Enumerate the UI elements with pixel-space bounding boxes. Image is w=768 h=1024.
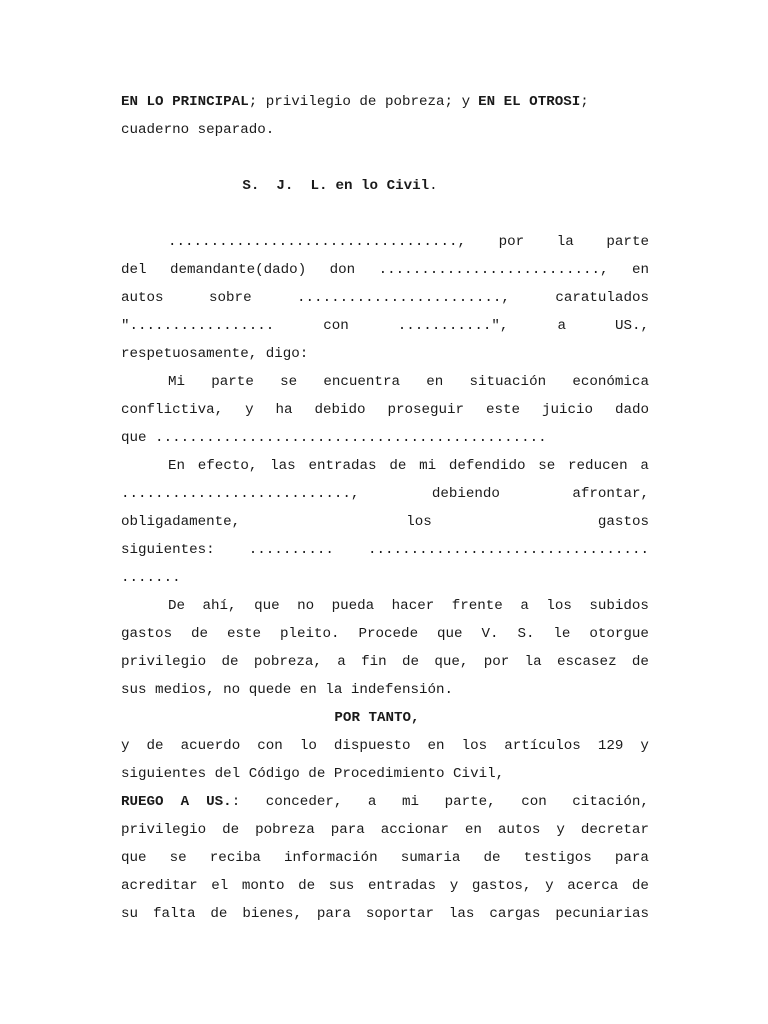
word: entradas <box>367 878 437 894</box>
word: de <box>191 626 209 642</box>
word: demandante(dado) <box>169 262 307 278</box>
word: económica <box>572 374 649 390</box>
word: soportar <box>365 906 434 922</box>
court-title <box>121 172 649 200</box>
word: y <box>545 878 554 894</box>
word: hacer <box>391 598 435 614</box>
document-page <box>121 88 649 928</box>
word: S. <box>517 626 535 642</box>
word: sus <box>328 878 355 894</box>
word: escasez <box>556 654 617 670</box>
word: conflictiva, <box>121 402 224 418</box>
word: otorgue <box>589 626 649 642</box>
para3-line <box>121 536 649 564</box>
ruego-line <box>121 844 649 872</box>
word: de <box>210 906 228 922</box>
ruego-line <box>121 900 649 928</box>
word: a <box>520 598 529 614</box>
otrosi-end: ; <box>580 94 589 110</box>
word: decretar <box>580 822 649 838</box>
document-summary-line-1 <box>121 88 649 116</box>
document-summary-line-2: cuaderno separado. <box>121 122 275 138</box>
word: US., <box>614 318 649 334</box>
word: De <box>168 598 186 614</box>
word: accionar <box>380 822 449 838</box>
word: defendido <box>448 458 526 474</box>
para4-line <box>121 648 649 676</box>
word: las <box>448 906 475 922</box>
word: por <box>483 654 510 670</box>
word: ........................, <box>297 290 510 306</box>
word: citación, <box>572 794 649 810</box>
word: fin <box>361 654 387 670</box>
word: situación <box>469 374 547 390</box>
word: y <box>449 878 459 894</box>
word: monto <box>241 878 285 894</box>
word: ...........", <box>397 318 509 334</box>
para2-line: que .............................................. <box>121 430 547 446</box>
word: mi <box>401 794 420 810</box>
word: 129 <box>597 738 624 754</box>
ruego-label: RUEGO A US. <box>121 794 232 810</box>
word: cargas <box>489 906 541 922</box>
word: subidos <box>589 598 649 614</box>
word: que, <box>434 654 469 670</box>
word: sobre <box>209 290 252 306</box>
para4-line <box>121 592 649 620</box>
word: pobreza, <box>253 654 322 670</box>
word: con <box>521 794 547 810</box>
word: su <box>121 906 139 922</box>
word: autos <box>497 822 541 838</box>
word: .......... <box>248 542 334 558</box>
word: de <box>222 822 240 838</box>
word: lo <box>299 738 317 754</box>
word: artículos <box>504 738 581 754</box>
word: sumaria <box>400 850 461 866</box>
word: bienes, <box>242 906 302 922</box>
word: de <box>221 654 239 670</box>
word: siguientes: <box>121 542 215 558</box>
word: .................................., <box>168 234 466 250</box>
word: juicio <box>541 402 594 418</box>
otrosi-label: EN EL OTROSI <box>478 94 581 110</box>
word: de <box>146 738 164 754</box>
para1-line <box>121 312 649 340</box>
ruego-label-wrap: RUEGO A US.: <box>121 794 241 810</box>
word: de <box>631 654 649 670</box>
word: obligadamente, <box>121 514 241 530</box>
word: no <box>297 598 315 614</box>
word: ................................. <box>368 542 649 558</box>
word: testigos <box>523 850 592 866</box>
word: con <box>257 738 283 754</box>
para2-line <box>121 368 649 396</box>
word: pecuniarias <box>555 906 649 922</box>
word: para <box>614 850 649 866</box>
word: se <box>280 374 298 390</box>
word: mi <box>419 458 437 474</box>
word: con <box>323 318 349 334</box>
word: Procede <box>358 626 419 642</box>
para1-line <box>121 284 649 312</box>
word: este <box>226 626 262 642</box>
ruego-line <box>121 872 649 900</box>
word: encuentra <box>323 374 400 390</box>
word: gastos, <box>471 878 532 894</box>
word: gastos <box>597 514 649 530</box>
word: en <box>426 374 444 390</box>
word: Mi <box>168 374 186 390</box>
word: que <box>437 626 463 642</box>
ruego-line-1 <box>121 788 649 816</box>
para5-line <box>121 732 649 760</box>
word: parte <box>211 374 254 390</box>
word: V. <box>481 626 499 642</box>
word: se <box>169 850 187 866</box>
word: a <box>337 654 346 670</box>
word: por <box>498 234 525 250</box>
word: falta <box>152 906 196 922</box>
word: y <box>121 738 130 754</box>
word: ..........................., <box>121 486 360 502</box>
word: para <box>330 822 365 838</box>
para1-line <box>121 256 649 284</box>
word: de <box>483 850 501 866</box>
para4-line <box>121 620 649 648</box>
word: privilegio <box>121 822 207 838</box>
word: caratulados <box>555 290 649 306</box>
word: autos <box>121 290 164 306</box>
word: entradas <box>308 458 377 474</box>
court-title-end: . <box>429 178 438 194</box>
word: la <box>556 234 574 250</box>
word: don <box>329 262 356 278</box>
word: de <box>298 878 316 894</box>
word: dado <box>614 402 649 418</box>
word: frente <box>451 598 503 614</box>
word: a <box>640 458 649 474</box>
para1-line <box>121 228 649 256</box>
court-title-suffix: en lo Civil <box>335 178 430 194</box>
word: "................. <box>121 318 275 334</box>
word: para <box>316 906 351 922</box>
para3-line: ....... <box>121 570 181 586</box>
principal-text: ; privilegio de pobreza; y <box>248 94 471 110</box>
word: los <box>406 514 432 530</box>
word: pobreza <box>255 822 315 838</box>
word: de <box>402 654 420 670</box>
word: conceder, <box>265 794 343 810</box>
word: este <box>485 402 521 418</box>
word: pueda <box>331 598 375 614</box>
para3-line <box>121 480 649 508</box>
por-tanto-heading: POR TANTO, <box>334 710 420 726</box>
para3-line <box>121 508 649 536</box>
word: privilegio <box>121 654 207 670</box>
word: del <box>121 262 147 278</box>
word: los <box>546 598 572 614</box>
word: parte <box>606 234 649 250</box>
word: le <box>553 626 571 642</box>
word: el <box>211 878 229 894</box>
word: en <box>464 822 482 838</box>
para1-line: respetuosamente, digo: <box>121 346 309 362</box>
word: y <box>556 822 565 838</box>
word: En <box>168 458 186 474</box>
ruego-line <box>121 816 649 844</box>
word: las <box>270 458 296 474</box>
para4-line: sus medios, no quede en la indefensión. <box>121 682 454 698</box>
word: de <box>631 878 649 894</box>
para5-line: siguientes del Código de Procedimiento Civil, <box>121 766 505 782</box>
word: debido <box>314 402 366 418</box>
para2-line <box>121 396 649 424</box>
word: y <box>640 738 649 754</box>
word: ahí, <box>202 598 237 614</box>
word: y <box>245 402 254 418</box>
word: información <box>284 850 378 866</box>
word: acerca <box>567 878 619 894</box>
word: se <box>538 458 556 474</box>
word: .........................., <box>378 262 609 278</box>
court-title-prefix: S. J. L. <box>242 178 328 194</box>
word: en <box>631 262 649 278</box>
word: reducen <box>568 458 628 474</box>
word: afrontar, <box>572 486 649 502</box>
word: proseguir <box>387 402 465 418</box>
word: ha <box>275 402 293 418</box>
word: pleito. <box>279 626 340 642</box>
word: a <box>367 794 377 810</box>
word: acreditar <box>121 878 198 894</box>
word: a <box>557 318 566 334</box>
word: acuerdo <box>180 738 241 754</box>
word: gastos <box>121 626 173 642</box>
word: en <box>427 738 445 754</box>
word: los <box>461 738 488 754</box>
word: parte, <box>444 794 496 810</box>
word: de <box>389 458 407 474</box>
principal-label: EN LO PRINCIPAL <box>121 94 249 110</box>
word: debiendo <box>431 486 500 502</box>
word: reciba <box>209 850 261 866</box>
word: que <box>254 598 280 614</box>
word: dispuesto <box>333 738 411 754</box>
word: que <box>121 850 147 866</box>
word: la <box>524 654 542 670</box>
word: efecto, <box>197 458 258 474</box>
para3-line <box>121 452 649 480</box>
